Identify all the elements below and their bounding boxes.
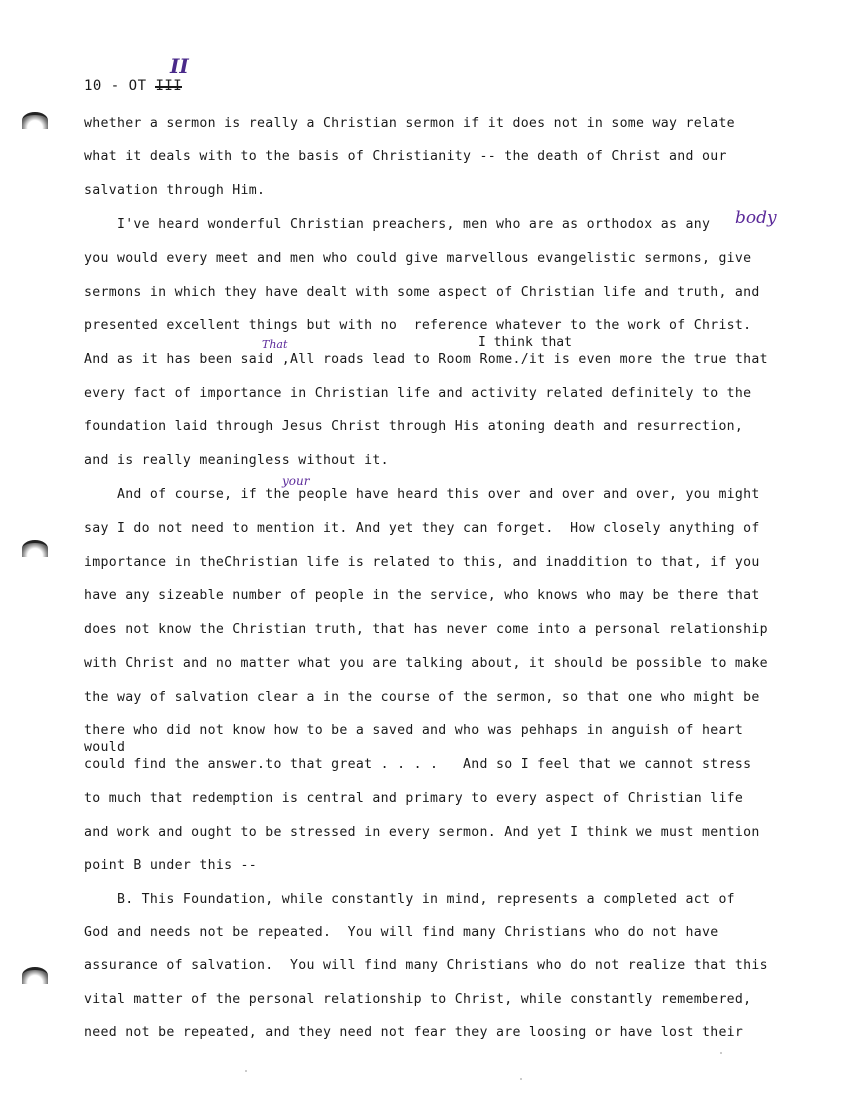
typed-insert: I think that: [478, 335, 572, 350]
handwritten-numeral: II: [170, 54, 189, 78]
paper-speck: [720, 1052, 722, 1054]
binder-hole: [22, 540, 48, 557]
text-line: say I do not need to mention it. And yet they can forget. How closely anything of: [84, 521, 760, 536]
page-label: 10 - OT: [84, 78, 147, 94]
text-line: vital matter of the personal relationship to Christ, while constantly remembered,: [84, 992, 752, 1007]
text-line: to much that redemption is central and primary to every aspect of Christian life: [84, 791, 744, 806]
text-line: God and needs not be repeated. You will find many Christians who do not have: [84, 925, 719, 940]
text-line: salvation through Him.: [84, 183, 266, 198]
text-line: could find the answer.to that great . . . . And so I feel that we cannot stress: [84, 757, 752, 772]
text-line: and is really meaningless without it.: [84, 453, 389, 468]
text-line: sermons in which they have dealt with some aspect of Christian life and truth, and: [84, 285, 760, 300]
text-line: presented excellent things but with no reference whatever to the work of Christ.: [84, 318, 752, 333]
paper-speck: [520, 1078, 522, 1080]
text-line: would: [84, 740, 126, 755]
text-line: foundation laid through Jesus Christ through His atoning death and resurrection,: [84, 419, 744, 434]
text-line: point B under this --: [84, 858, 258, 873]
text-line: importance in theChristian life is related to this, and inaddition to that, if you: [84, 555, 760, 570]
text-line: with Christ and no matter what you are talking about, it should be possible to make: [84, 656, 768, 671]
text-line: what it deals with to the basis of Christianity -- the death of Christ and our: [84, 149, 727, 164]
text-line: And as it has been said ,All roads lead to Room Rome./it is even more the true that: [84, 352, 768, 367]
page-header: [84, 78, 182, 94]
text-line: And of course, if the people have heard this over and over and over, you might: [84, 487, 760, 502]
text-line: and work and ought to be stressed in every sermon. And yet I think we must mention: [84, 825, 760, 840]
text-line: B. This Foundation, while constantly in mind, represents a completed act of: [84, 892, 735, 907]
text-line: need not be repeated, and they need not fear they are loosing or have lost their: [84, 1025, 744, 1040]
binder-hole: [22, 112, 48, 129]
handwritten-insert-your: your: [282, 474, 310, 488]
text-line: you would every meet and men who could give marvellous evangelistic sermons, give: [84, 251, 752, 266]
text-line: does not know the Christian truth, that has never come into a personal relationship: [84, 622, 768, 637]
text-line: the way of salvation clear a in the course of the sermon, so that one who might be: [84, 690, 760, 705]
text-line: have any sizeable number of people in the service, who knows who may be there that: [84, 588, 760, 603]
struck-numeral: III: [155, 78, 183, 94]
text-line: whether a sermon is really a Christian sermon if it does not in some way relate: [84, 116, 735, 131]
text-line: assurance of salvation. You will find many Christians who do not realize that this: [84, 958, 768, 973]
text-line: I've heard wonderful Christian preachers, men who are as orthodox as any: [84, 217, 711, 232]
text-line: every fact of importance in Christian life and activity related definitely to the: [84, 386, 752, 401]
handwritten-insert-body: body: [735, 208, 777, 228]
handwritten-insert-that: That: [262, 338, 288, 351]
binder-hole: [22, 967, 48, 984]
paper-speck: [245, 1070, 247, 1072]
text-line: there who did not know how to be a saved and who was pehhaps in anguish of heart: [84, 723, 744, 738]
